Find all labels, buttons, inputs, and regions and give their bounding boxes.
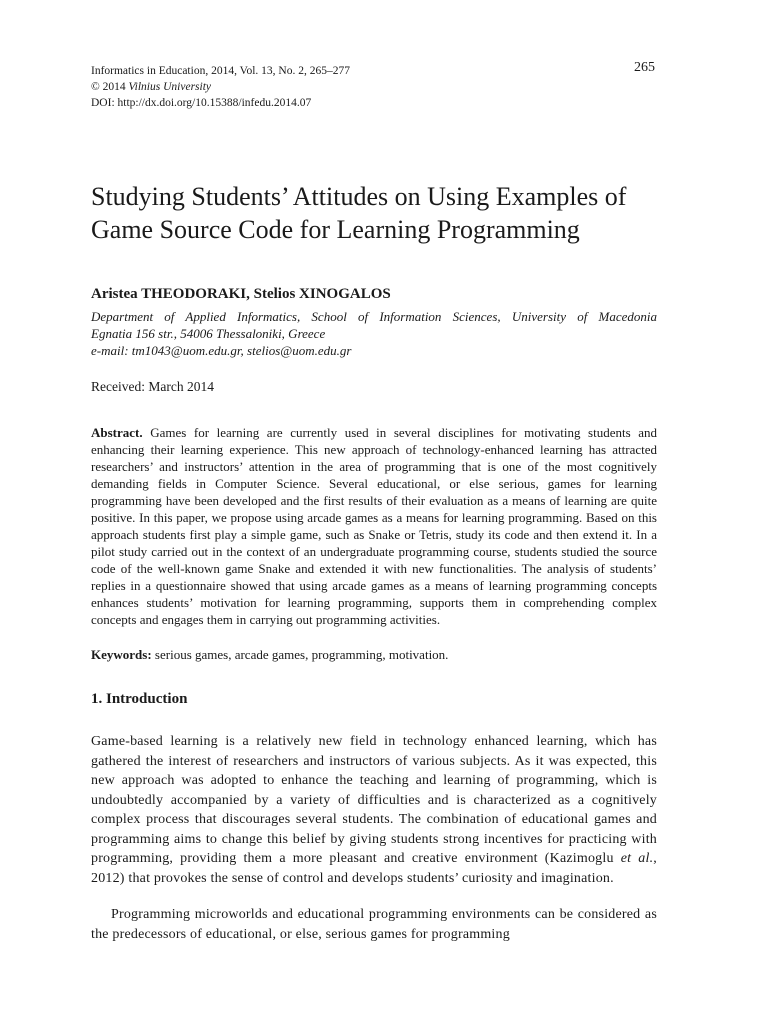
affiliation (91, 308, 657, 359)
intro-text-b: , 2012) that provokes the sense of control and develops students’ curiosity and imagination. (91, 851, 657, 886)
page-number: 265 (634, 60, 655, 75)
affiliation-line-2: Egnatia 156 str., 54006 Thessaloniki, Greece (91, 326, 326, 341)
abstract-text: Games for learning are currently used in several disciplines for motivating students and enhancing their learning experience. This new approach of technology-enhanced learning has attracted researchers’ and instructors’ attention in the area of programming that is one of the most cognitively demanding fields in Computer Science. Several educational, or else serious, games for learning programming have been developed and the first results of their evaluation as a means of learning are quite positive. In this paper, we propose using arcade games as a means for learning programming. Based on this approach students first play a simple game, such as Snake or Tetris, study its code and then extend it. In a pilot study carried out in the context of an undergraduate programming course, students studied the source code of the well-known game Snake and extended it with new functionalities. The analysis of students’ replies in a questionnaire showed that using arcade games as a means of learning programming concepts enhances students’ motivation for learning programming, supports them in comprehending complex concepts and engages them in carrying out programming activities. (91, 425, 657, 627)
intro-text-a: Game-based learning is a relatively new field in technology enhanced learning, which has gathered the interest of researchers and instructors of various subjects. As it was expected, this new approach was adopted to enhance the teaching and learning of programming, which is undoubtedly accompanied by a variety of difficulties and is characterized as a cognitively complex process that discourages several students. The combination of educational games and programming aims to change this belief by giving students strong incentives for practicing with programming, providing them a more pleasant and creative environment (Kazimoglu (91, 734, 657, 866)
journal-header (91, 60, 657, 111)
copyright-org: Vilnius University (128, 81, 212, 93)
intro-etal: et al. (620, 851, 654, 866)
intro-paragraph-2: Programming microworlds and educational programming environments can be considered as the predecessors of educational, or else, serious games for programming (91, 907, 657, 942)
email-line: e-mail: tm1043@uom.edu.gr, stelios@uom.edu.gr (91, 343, 352, 358)
authors: Aristea THEODORAKI, Stelios XINOGALOS (91, 286, 391, 302)
intro-paragraph-1 (91, 732, 657, 888)
title-line-2: Game Source Code for Learning Programming (91, 215, 580, 244)
copyright-prefix: © 2014 (91, 81, 129, 93)
received-date: Received: March 2014 (91, 379, 214, 394)
section-heading: 1. Introduction (91, 691, 188, 707)
abstract-label: Abstract. (91, 425, 143, 440)
copyright-line (91, 79, 657, 95)
doi-line: DOI: http://dx.doi.org/10.15388/infedu.2014.07 (91, 97, 312, 109)
keywords-label: Keywords: (91, 647, 152, 662)
title-line-1: Studying Students’ Attitudes on Using Examples of (91, 182, 627, 211)
affiliation-line-1: Department of Applied Informatics, School of Information Sciences, University of Macedonia (91, 309, 657, 324)
abstract (91, 424, 657, 628)
keywords (91, 646, 657, 663)
paper-title (91, 180, 681, 246)
keywords-text: serious games, arcade games, programming, motivation. (151, 647, 449, 662)
journal-citation: Informatics in Education, 2014, Vol. 13, No. 2, 265–277 (91, 65, 350, 77)
